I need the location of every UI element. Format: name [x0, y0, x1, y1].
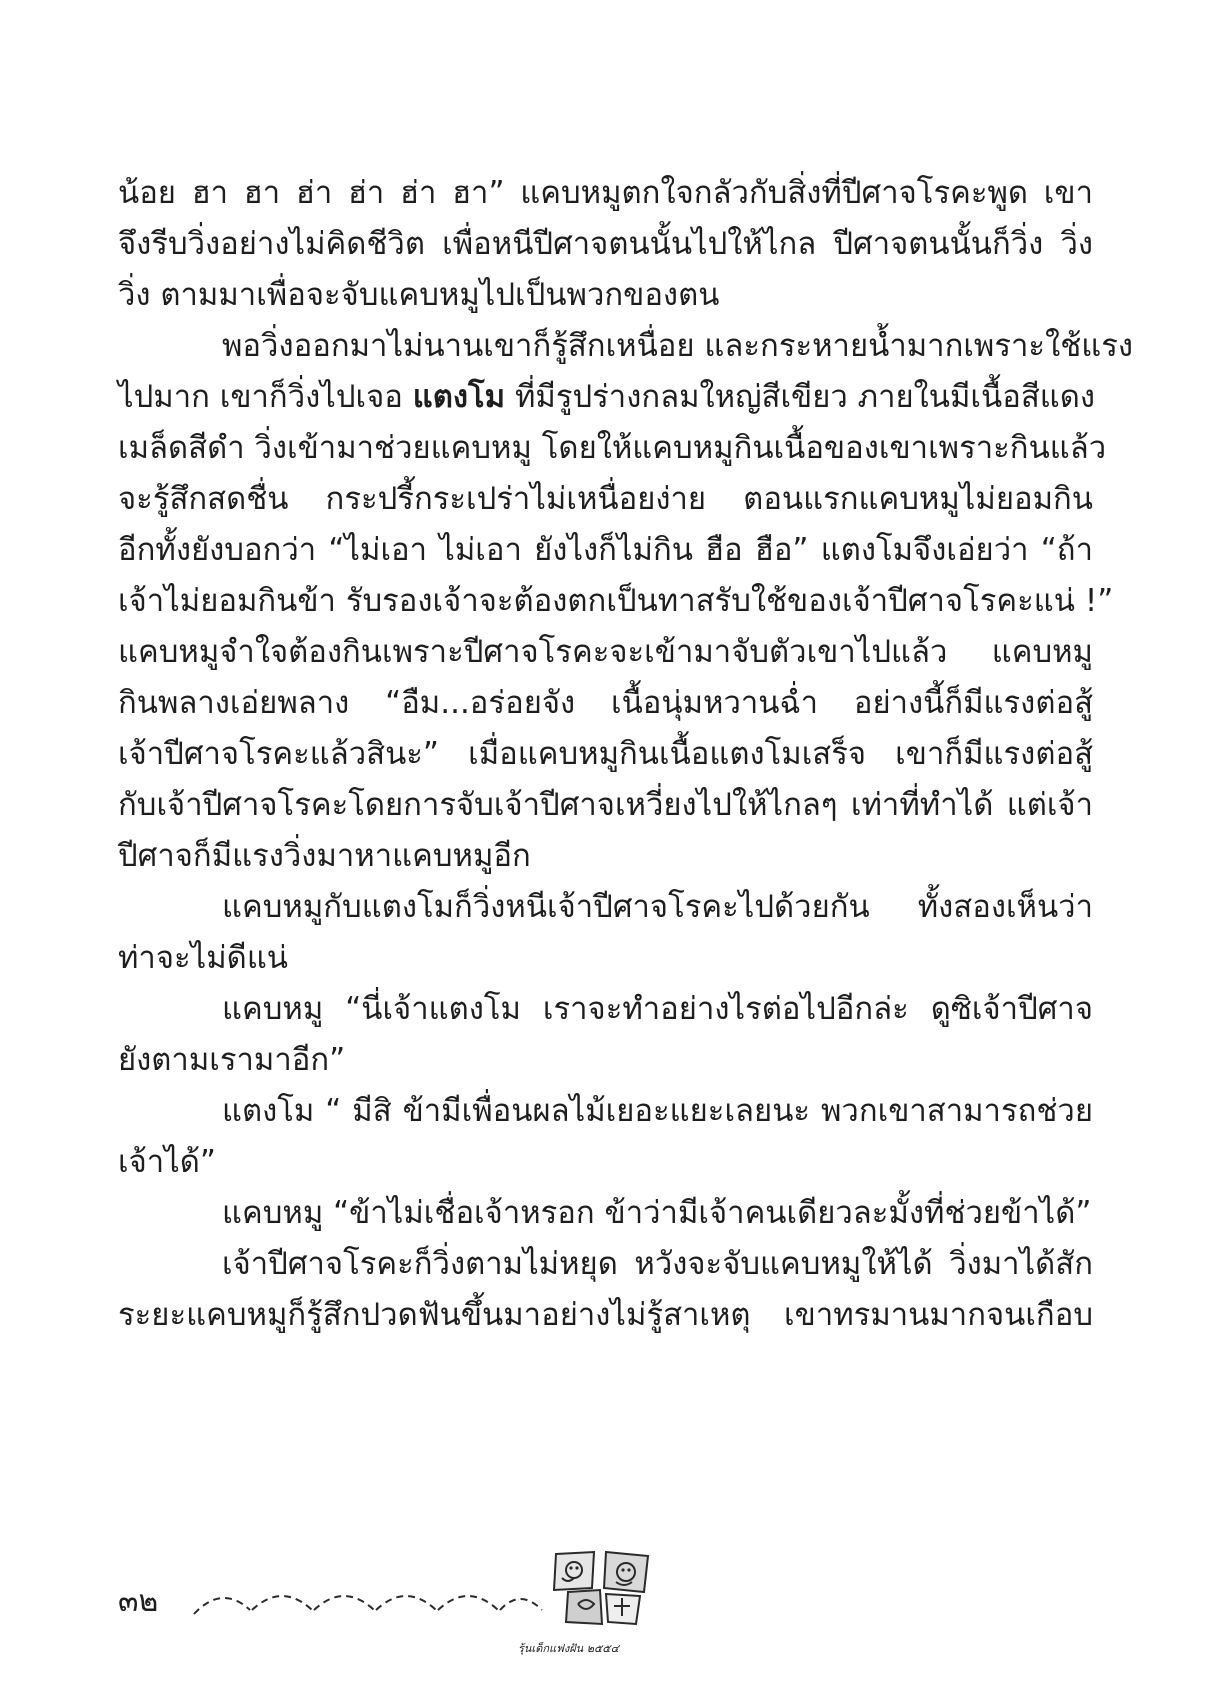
- text-line: เจ้าปีศาจโรคะแล้วสินะ” เมื่อแคบหมูกินเนื้อแตงโมเสร็จ เขาก็มีแรงต่อสู้: [118, 736, 1093, 772]
- kids-collage-logo-icon: [548, 1548, 656, 1628]
- text-line: กับเจ้าปีศาจโรคะโดยการจับเจ้าปีศาจเหวี่ยงไปให้ไกลๆ เท่าที่ทำได้ แต่เจ้า: [118, 787, 1093, 823]
- text-line: พอวิ่งออกมาไม่นานเขาก็รู้สึกเหนื่อย และกระหายน้ำมากเพราะใช้แรง: [222, 328, 1134, 364]
- text-line: แตงโม “ มีสิ ข้ามีเพื่อนผลไม้เยอะแยะเลยนะ พวกเขาสามารถช่วย: [222, 1093, 1093, 1129]
- bold-name-watermelon: แตงโม: [412, 379, 506, 415]
- dashed-arcs-ornament-icon: [190, 1580, 550, 1630]
- text-line: เจ้าไม่ยอมกินข้า รับรองเจ้าจะต้องตกเป็นทาสรับใช้ของเจ้าปีศาจโรคะแน่ !”: [118, 583, 1114, 619]
- text-line: ท่าจะไม่ดีแน่: [118, 940, 288, 976]
- text-line: ระยะแคบหมูก็รู้สึกปวดฟันขึ้นมาอย่างไม่รู้สาเหตุ เขาทรมานมากจนเกือบ: [118, 1297, 1093, 1333]
- text-line: ปีศาจก็มีแรงวิ่งมาหาแคบหมูอีก: [118, 838, 531, 874]
- text-line: กินพลางเอ่ยพลาง “อืม...อร่อยจัง เนื้อนุ่มหวานฉ่ำ อย่างนี้ก็มีแรงต่อสู้: [118, 685, 1093, 721]
- text-line: เจ้าปีศาจโรคะก็วิ่งตามไม่หยุด หวังจะจับแคบหมูให้ได้ วิ่งมาได้สัก: [222, 1246, 1093, 1282]
- text-line: [118, 372, 1096, 423]
- text-line: น้อย ฮา ฮา ฮ่า ฮ่า ฮ่า ฮา” แคบหมูตกใจกลัวกับสิ่งที่ปีศาจโรคะพูด เขา: [118, 175, 1093, 211]
- logo-caption: รุ้นเด็กแฟงฝัน ๒๕๕๔: [518, 1642, 619, 1655]
- text-line: อีกทั้งยังบอกว่า “ไม่เอา ไม่เอา ยังไงก็ไม่กิน ฮือ ฮือ” แตงโมจึงเอ่ยว่า “ถ้า: [118, 532, 1093, 568]
- text-line: แคบหมู “นี่เจ้าแตงโม เราจะทำอย่างไรต่อไปอีกล่ะ ดูซิเจ้าปีศาจ: [222, 991, 1093, 1027]
- text-line: จะรู้สึกสดชื่น กระปรี้กระเปร่าไม่เหนื่อยง่าย ตอนแรกแคบหมูไม่ยอมกิน: [118, 481, 1093, 517]
- text-line: ยังตามเรามาอีก”: [118, 1042, 346, 1078]
- text-line: เจ้าได้”: [118, 1144, 216, 1180]
- text-line: วิ่ง ตามมาเพื่อจะจับแคบหมูไปเป็นพวกของตน: [118, 277, 720, 313]
- text-line: จึงรีบวิ่งอย่างไม่คิดชีวิต เพื่อหนีปีศาจตนนั้นไปให้ไกล ปีศาจตนนั้นก็วิ่ง วิ่ง: [118, 226, 1093, 262]
- text-line: แคบหมูกับแตงโมก็วิ่งหนีเจ้าปีศาจโรคะไปด้วยกัน ทั้งสองเห็นว่า: [222, 889, 1093, 925]
- text-line: เมล็ดสีดำ วิ่งเข้ามาช่วยแคบหมู โดยให้แคบหมูกินเนื้อของเขาเพราะกินแล้ว: [118, 430, 1107, 466]
- text-span: ไปมาก เขาก็วิ่งไปเจอ: [118, 379, 413, 415]
- page-number: ๓๒: [118, 1584, 159, 1619]
- text-span: ที่มีรูปร่างกลมใหญ่สีเขียว ภายในมีเนื้อสีแดง: [505, 379, 1096, 415]
- text-line: แคบหมู “ข้าไม่เชื่อเจ้าหรอก ข้าว่ามีเจ้าคนเดียวละมั้งที่ช่วยข้าได้”: [222, 1195, 1092, 1231]
- story-text: [118, 168, 1134, 1341]
- text-line: แคบหมูจำใจต้องกินเพราะปีศาจโรคะจะเข้ามาจับตัวเขาไปแล้ว แคบหมู: [118, 634, 1093, 670]
